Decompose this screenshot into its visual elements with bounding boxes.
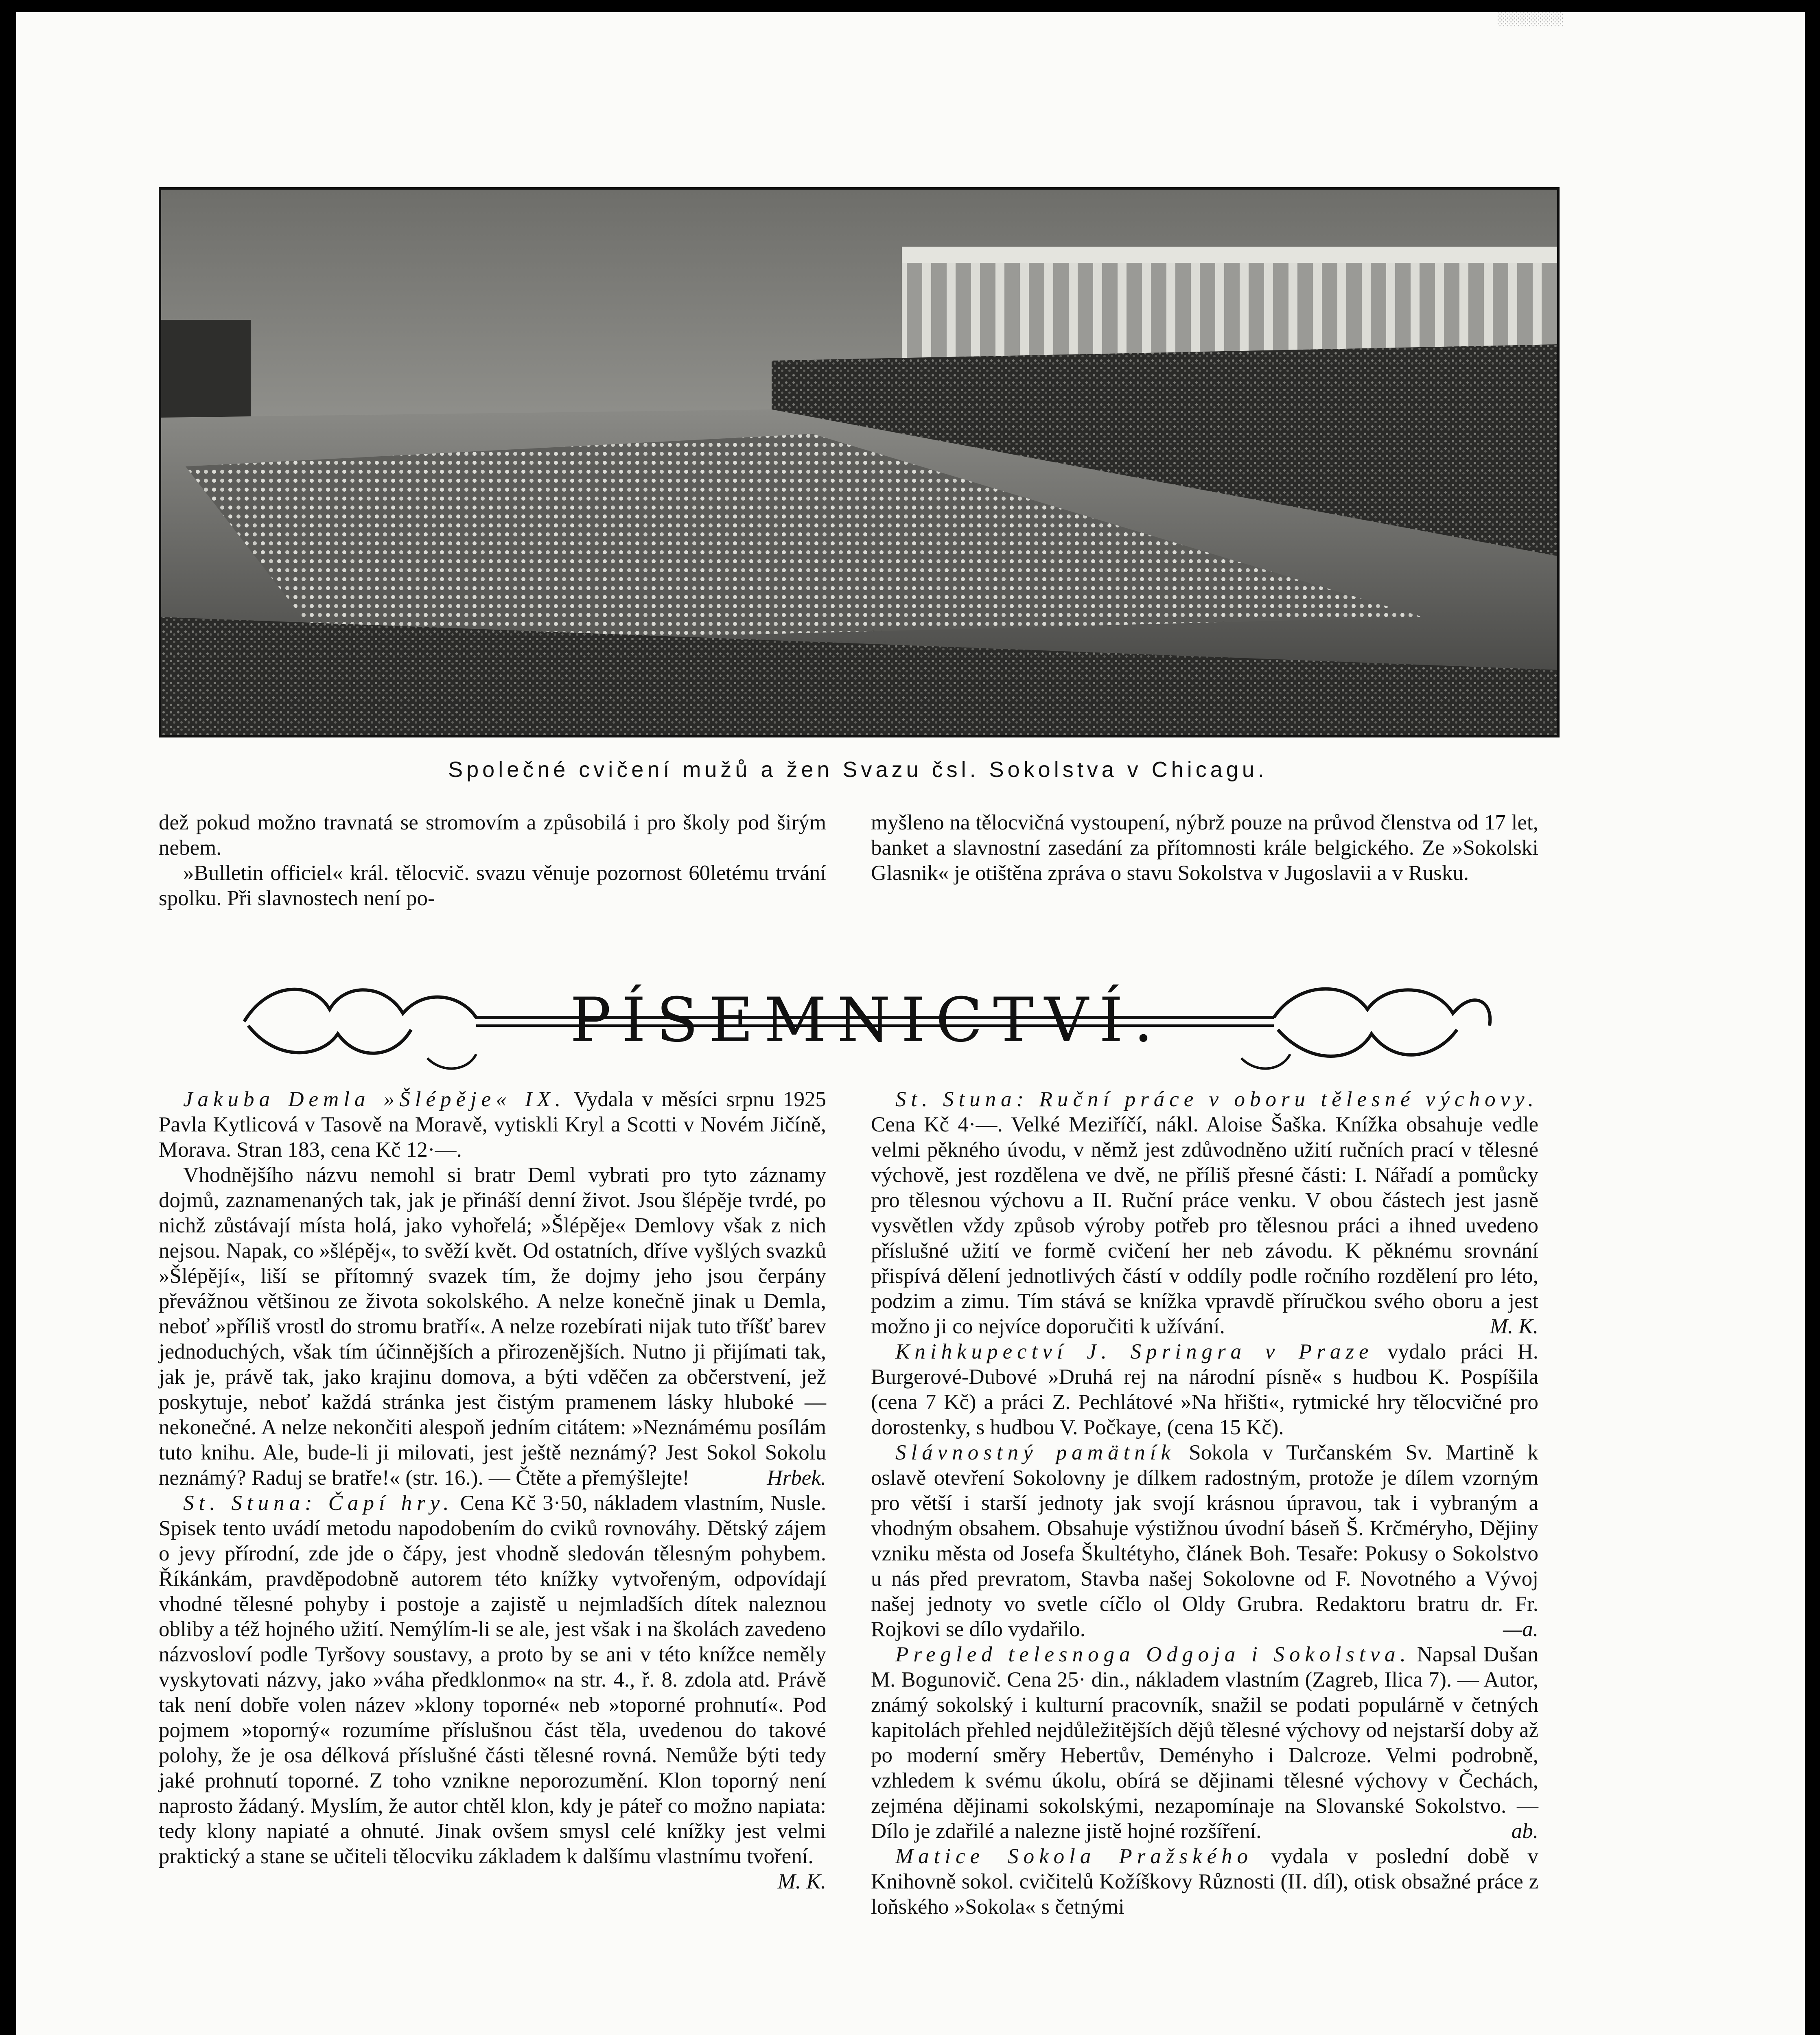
- paragraph: dež pokud možno travnatá se stromovím a způsobilá i pro školy pod širým nebem.: [159, 811, 826, 860]
- reviews-right-column: [871, 1087, 1538, 1919]
- section-title: PÍSEMNICTVÍ.: [570, 985, 1164, 1056]
- review-text: vydalo práci H. Burgerové-Dubové »Druhá rej na národní písně« s hudbou K. Pospíšila (cena 7 Kč) a práci Z. Pechlátové »Na hřišti«, rytmické hry tělocvičné pro dorostenky, s hudbou V. Počkaye, (cena 15 Kč).: [871, 1340, 1539, 1439]
- review-entry: [871, 1339, 1538, 1440]
- review-signature: —a.: [1503, 1617, 1538, 1641]
- review-text: Vydala v měsíci srpnu 1925 Pavla Kytlicová v Tasově na Moravě, vytiskli Kryl a Scotti v Novém Jičíně, Morava. Stran 183, cena Kč 12·—.: [159, 1088, 826, 1162]
- review-entry: [159, 1087, 826, 1162]
- review-text: Sokola v Turčanském Sv. Martině k oslavě otevření Sokolovny je dílkem radostným, protože je dílem vzorným pro větší i starší jednoty jak svojí krásnou úpravou, tak i vybraným a vhodným obsahem. Obsahuje výstižnou úvodní báseň Š. Krčméryho, Dějiny vzniku města od Josefa Škultétyho, článek Boh. Tesaře: Pokusy o Sokolstvo u nás před prevratom, Stavba našej Sokolovne od F. Novotného a Vývoj našej jednoty vo svetle cíčlo ol Oldy Grubra. Redaktoru bratru dr. Fr. Rojkovi se dílo vydařilo.: [871, 1441, 1538, 1641]
- review-heading: St. Stuna: Čapí hry.: [183, 1491, 454, 1515]
- page: [16, 12, 1805, 2035]
- review-entry: [871, 1440, 1538, 1642]
- top-left-column: [159, 810, 826, 911]
- top-right-column: [871, 810, 1538, 886]
- review-entry: [159, 1490, 826, 1893]
- review-entry: [871, 1642, 1538, 1844]
- review-heading: St. Stuna: Ruční práce v oboru tělesné výchovy.: [895, 1088, 1538, 1111]
- review-signature: Hrbek.: [767, 1466, 826, 1490]
- review-heading: Matice Sokola Pražského: [895, 1845, 1253, 1868]
- review-heading: Pregled telesnoga Odgoja i Sokolstva.: [895, 1643, 1411, 1666]
- paragraph: myšleno na tělocvičná vystoupení, nýbrž pouze na průvod členstva od 17 let, banket a slavnostní zasedání za přítomnosti krále belgického. Ze »Sokolski Glasnik« je otištěna zpráva o stavu Sokolstva v Jugoslavii a v Rusku.: [871, 811, 1538, 885]
- review-entry: [871, 1087, 1538, 1339]
- margin-mark: ░░░░░░░░░: [1498, 12, 1564, 26]
- reviews-left-column: [159, 1087, 826, 1894]
- photo-caption: Společné cvičení mužů a žen Svazu čsl. Sokolstva v Chicagu.: [448, 757, 1268, 782]
- review-text: Cena Kč 3·50, nákladem vlastním, Nusle. Spisek tento uvádí metodu napodobením do cviků rovnováhy. Dětský zájem o jevy přírodní, zde jde o čápy, jest vhodně sledován tělesným pohybem. Říkánkám, pravděpodobně autorem této knížky vytvořeným, odpovídají vhodné tělesné pohyby i postoje a zajistě u nejmladších dítek naleznou obliby a též hojného užití. Nemýlím-li se ale, jest však i na školách zavedeno názvosloví podle Tyršovy soustavy, a proto by se ani v této knížce neměly vyskytovati názvy, jako »váha předklonmo« na str. 4., ř. 8. zdola atd. Právě tak není dobře volen název »klony toporné« neb »toporné prohnutí«. Pod pojmem »toporný« rozumíme příslušnou část těla, uvedenou do takové polohy, že je osa délková příslušné části tělesné rovná. Nemůže býti tedy jaké prohnutí toporné. Z toho vznikne neporozumění. Klon toporný není naprosto žádaný. Myslím, že autor chtěl klon, kdy je páteř co možno napiata: tedy klony napiaté a ohnuté. Jinak ovšem smysl celé knížky jest velmi praktický a stane se učiteli tělocviku základem k dalšímu vlastnímu tvoření.: [159, 1491, 826, 1868]
- review-heading: Jakuba Demla »Šlépěje« IX.: [183, 1088, 566, 1111]
- review-entry: [159, 1162, 826, 1490]
- review-text: Napsal Dušan M. Bogunovič. Cena 25· din., nákladem vlastním (Zagreb, Ilica 7). — Autor, známý sokolský i kulturní pracovník, snažil se podati populárně v četných kapitolách přehled nejdůležitějších dějů tělesné výchovy od nejstarší doby až po moderní směry Hebertův, Deményho i Dalcroze. Velmi podrobně, vzhledem k svému úkolu, obírá se dějinami tělesné výchovy v Čechách, zejména dějinami sokolskými, nezapomínaje na Slovanské Sokolstvo. — Dílo je zdařilé a nalezne jistě hojné rozšíření.: [871, 1643, 1538, 1843]
- review-signature: ab.: [1511, 1819, 1538, 1843]
- review-text: Cena Kč 4·—. Velké Meziříčí, nákl. Aloise Šaška. Knížka obsahuje vedle velmi pěkného úvodu, v němž jest zdůvodněno užití ručních prací v tělesné výchově, jest rozdělena ve dvě, ne příliš přesné části: I. Nářadí a pomůcky pro tělesnou výchovu a II. Ruční práce venku. V obou částech jest jasně vysvětlen vždy způsob výroby potřeb pro tělesnou práci a ihned uvedeno příslušné užití ve formě cvičení her neb závodu. K pěknému srovnání přispívá dělení jednotlivých částí v oddíly podle ročního rozdělení pro léto, podzim a zimu. Tím stává se knížka vpravdě příručkou svého oboru a jest možno ji co nejvíce doporučiti k užívání.: [871, 1113, 1538, 1338]
- review-entry: [871, 1844, 1538, 1919]
- review-heading: Knihkupectví J. Springra v Praze: [895, 1340, 1374, 1363]
- review-body: Vhodnějšího názvu nemohl si bratr Deml vybrati pro tyto záznamy dojmů, zaznamenaných tak, jak je přináší denní život. Jsou šlépěje tvrdé, po nichž zůstávají místa holá, jako vyhořelá; »Šlépěje« Demlovy však z nich nejsou. Napak, co »šlépěj«, to svěží květ. Od ostatních, dříve vyšlých svazků »Šlépějí«, liší se přítomný svazek tím, že dojmy jeho jsou čerpány převážnou většinou ze života sokolského. A nelze konečně jinak u Demla, neboť »příliš vrostl do stromu bratří«. A nelze rozebírati nijak tuto tříšť barev jednoduchých, však tím účinnějších a přirozenějších. Nutno ji přijímati tak, jak je, právě tak, jako krajinu domova, a býti vděčen za občerstvení, jež poskytuje, neboť každá stránka jest čistým pramenem lásky hluboké — nekonečné. A nelze nekončiti alespoň jedním citátem: »Neznámému posílám tuto knihu. Ale, bude-li ji milovati, jest ještě neznámý? Jest Sokol Sokolu neznámý? Raduj se bratře!« (str. 16.). — Čtěte a přemýšlejte!: [159, 1163, 826, 1490]
- review-signature: M. K.: [777, 1870, 826, 1893]
- stadium-photo: [159, 187, 1560, 737]
- review-signature: M. K.: [1490, 1315, 1538, 1338]
- paragraph: »Bulletin officiel« král. tělocvič. svazu věnuje pozornost 60letému trvání spolku. Při slavnostech není po-: [159, 861, 826, 910]
- review-text: vydala v poslední době v Knihovně sokol. cvičitelů Kožíškovy Různosti (II. díl), otisk obsažné práce z loňského »Sokola« s četnými: [871, 1845, 1538, 1919]
- review-heading: Slávnostný pamätník: [895, 1441, 1176, 1464]
- section-banner: [232, 965, 1502, 1079]
